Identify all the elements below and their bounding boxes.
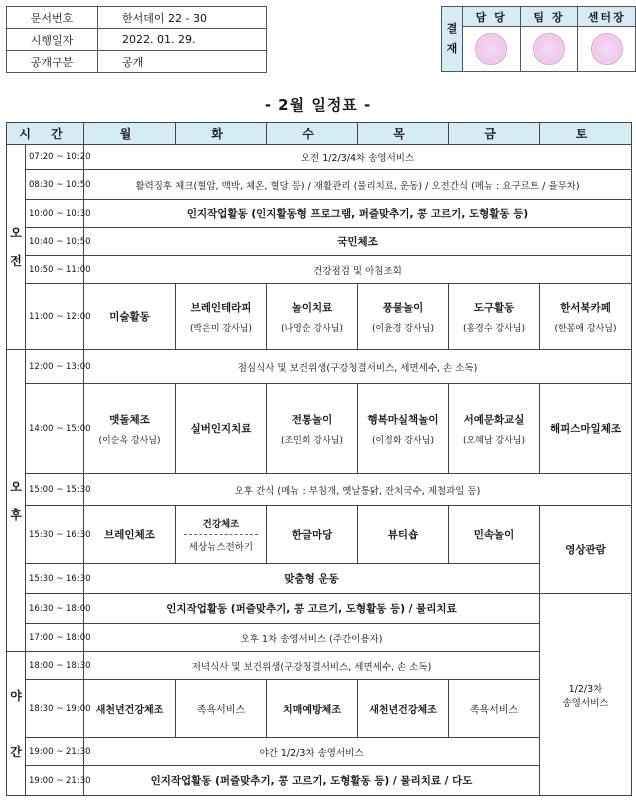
time-cell: 10:40 ~ 10:50 <box>26 228 84 256</box>
schedule-cell: 인지작업활동 (퍼즐맞추기, 콩 고르기, 도형활동 등) / 물리치료 <box>84 594 540 624</box>
period-night: 야 간 <box>7 652 26 796</box>
activity-cell: 해피스마일체조 <box>540 384 632 474</box>
page-title: - 2월 일정표 - <box>264 96 372 114</box>
schedule-cell: 활력징후 체크(혈압, 맥박, 체온, 혈당 등) / 재활관리 (물리치료, 운동) / 오전간식 (메뉴 : 요구르트 / 율무차) <box>84 170 632 200</box>
header-mon: 월 <box>84 123 176 145</box>
time-cell: 15:30 ~ 16:30 <box>26 564 84 594</box>
signature-staff <box>462 27 520 72</box>
approval-role-director: 센터장 <box>578 7 636 27</box>
table-header-row <box>7 123 632 145</box>
time-cell: 14:00 ~ 15:00 <box>26 384 84 474</box>
schedule-table <box>6 122 632 796</box>
schedule-cell: 오전 1/2/3/4차 송영서비스 <box>84 145 632 170</box>
table-row <box>7 680 632 738</box>
signature-director <box>578 27 636 72</box>
disclosure-label: 공개구분 <box>7 51 98 73</box>
activity-cell: 족욕서비스 <box>449 680 540 738</box>
time-cell: 19:00 ~ 21:30 <box>26 738 84 766</box>
period-morning: 오 전 <box>7 145 26 350</box>
doc-number-value: 한서데이 22 - 30 <box>98 7 267 29</box>
stamp-icon <box>591 33 623 65</box>
time-cell: 16:30 ~ 18:00 <box>26 594 84 624</box>
time-cell: 18:30 ~ 19:00 <box>26 680 84 738</box>
saturday-shuttle-cell: 1/2/3차 송영서비스 <box>540 594 632 796</box>
activity-cell: 서예문화교실 (오혜남 강사님) <box>449 384 540 474</box>
table-row <box>7 200 632 228</box>
schedule-cell: 오후 1차 송영서비스 (주간이용자) <box>84 624 540 652</box>
activity-cell: 민속놀이 <box>449 506 540 564</box>
stamp-icon <box>475 33 507 65</box>
schedule-cell: 오후 간식 (메뉴 : 부침개, 옛날통닭, 잔치국수, 제철과일 등) <box>84 474 632 506</box>
time-cell: 18:00 ~ 18:30 <box>26 652 84 680</box>
table-row <box>7 624 632 652</box>
table-row <box>7 474 632 506</box>
activity-cell: 한글마당 <box>267 506 358 564</box>
activity-cell: 실버인지치료 <box>176 384 267 474</box>
activity-cell: 새천년건강체조 <box>358 680 449 738</box>
activity-cell: 족욕서비스 <box>176 680 267 738</box>
header-sat: 토 <box>540 123 632 145</box>
activity-cell: 새천년건강체조 <box>84 680 176 738</box>
table-row <box>7 350 632 384</box>
activity-cell: 맷돌체조 (이순옥 강사님) <box>84 384 176 474</box>
approval-role-staff: 담 당 <box>462 7 520 27</box>
time-cell: 15:30 ~ 16:30 <box>26 506 84 564</box>
time-cell: 10:00 ~ 10:30 <box>26 200 84 228</box>
header-wed: 수 <box>267 123 358 145</box>
activity-cell: 뷰티숍 <box>358 506 449 564</box>
activity-cell: 한서북카페 (한봉애 강사님) <box>540 284 632 350</box>
time-cell: 19:00 ~ 21:30 <box>26 766 84 796</box>
issue-date-row <box>7 29 267 51</box>
activity-cell: 미술활동 <box>84 284 176 350</box>
schedule-cell: 인지작업활동 (인지활동형 프로그램, 퍼즐맞추기, 콩 고르기, 도형활동 등) <box>84 200 632 228</box>
header-fri: 금 <box>449 123 540 145</box>
disclosure-value: 공개 <box>98 51 267 73</box>
time-cell: 10:50 ~ 11:00 <box>26 256 84 284</box>
activity-cell: 전통놀이 (조민희 강사님) <box>267 384 358 474</box>
period-afternoon: 오 후 <box>7 350 26 652</box>
time-cell: 11:00 ~ 12:00 <box>26 284 84 350</box>
activity-cell: 브레인체조 <box>84 506 176 564</box>
table-row <box>7 564 632 594</box>
schedule-cell: 건강점검 및 아침조회 <box>84 256 632 284</box>
table-row <box>7 738 632 766</box>
table-row <box>7 256 632 284</box>
activity-cell-video: 영상관람 <box>540 506 632 594</box>
issue-date-value: 2022. 01. 29. <box>98 29 267 51</box>
activity-cell: 풍물놀이 (이윤경 강사님) <box>358 284 449 350</box>
header-thu: 목 <box>358 123 449 145</box>
table-row <box>7 594 632 624</box>
schedule-cell: 저녁식사 및 보건위생(구강청결서비스, 세면세수, 손 소독) <box>84 652 540 680</box>
header-time: 시 간 <box>7 123 84 145</box>
schedule-cell: 국민체조 <box>84 228 632 256</box>
schedule-cell: 야간 1/2/3차 송영서비스 <box>84 738 540 766</box>
approval-box <box>441 6 636 72</box>
table-row <box>7 384 632 474</box>
table-row <box>7 766 632 796</box>
header-tue: 화 <box>176 123 267 145</box>
schedule-cell: 맞춤형 운동 <box>84 564 540 594</box>
schedule-cell: 점심식사 및 보건위생(구강청결서비스, 세면세수, 손 소독) <box>84 350 632 384</box>
time-cell: 15:00 ~ 15:30 <box>26 474 84 506</box>
approval-role-team-lead: 팀 장 <box>520 7 578 27</box>
time-cell: 12:00 ~ 13:00 <box>26 350 84 384</box>
activity-cell: 놀이치료 (나영순 강사님) <box>267 284 358 350</box>
disclosure-row <box>7 51 267 73</box>
issue-date-label: 시행일자 <box>7 29 98 51</box>
table-row <box>7 145 632 170</box>
activity-cell: 행복마실책놀이 (이정화 강사님) <box>358 384 449 474</box>
activity-cell: 브레인테라피 (박은미 강사님) <box>176 284 267 350</box>
table-row <box>7 170 632 200</box>
time-cell: 17:00 ~ 18:00 <box>26 624 84 652</box>
stamp-icon <box>533 33 565 65</box>
document-info-table <box>6 6 267 73</box>
time-cell: 08:30 ~ 10:50 <box>26 170 84 200</box>
doc-number-row <box>7 7 267 29</box>
doc-number-label: 문서번호 <box>7 7 98 29</box>
activity-cell: 도구활동 (홍경수 강사님) <box>449 284 540 350</box>
table-row <box>7 284 632 350</box>
activity-cell: 건강체조 세상뉴스전하기 <box>176 506 267 564</box>
time-cell: 07:20 ~ 10:20 <box>26 145 84 170</box>
table-row <box>7 506 632 564</box>
schedule-cell: 인지작업활동 (퍼즐맞추기, 콩 고르기, 도형활동 등) / 물리치료 / 다도 <box>84 766 540 796</box>
signature-team-lead <box>520 27 578 72</box>
table-row <box>7 652 632 680</box>
activity-cell: 치매예방체조 <box>267 680 358 738</box>
approval-side-label: 결 재 <box>442 7 463 72</box>
table-row <box>7 228 632 256</box>
